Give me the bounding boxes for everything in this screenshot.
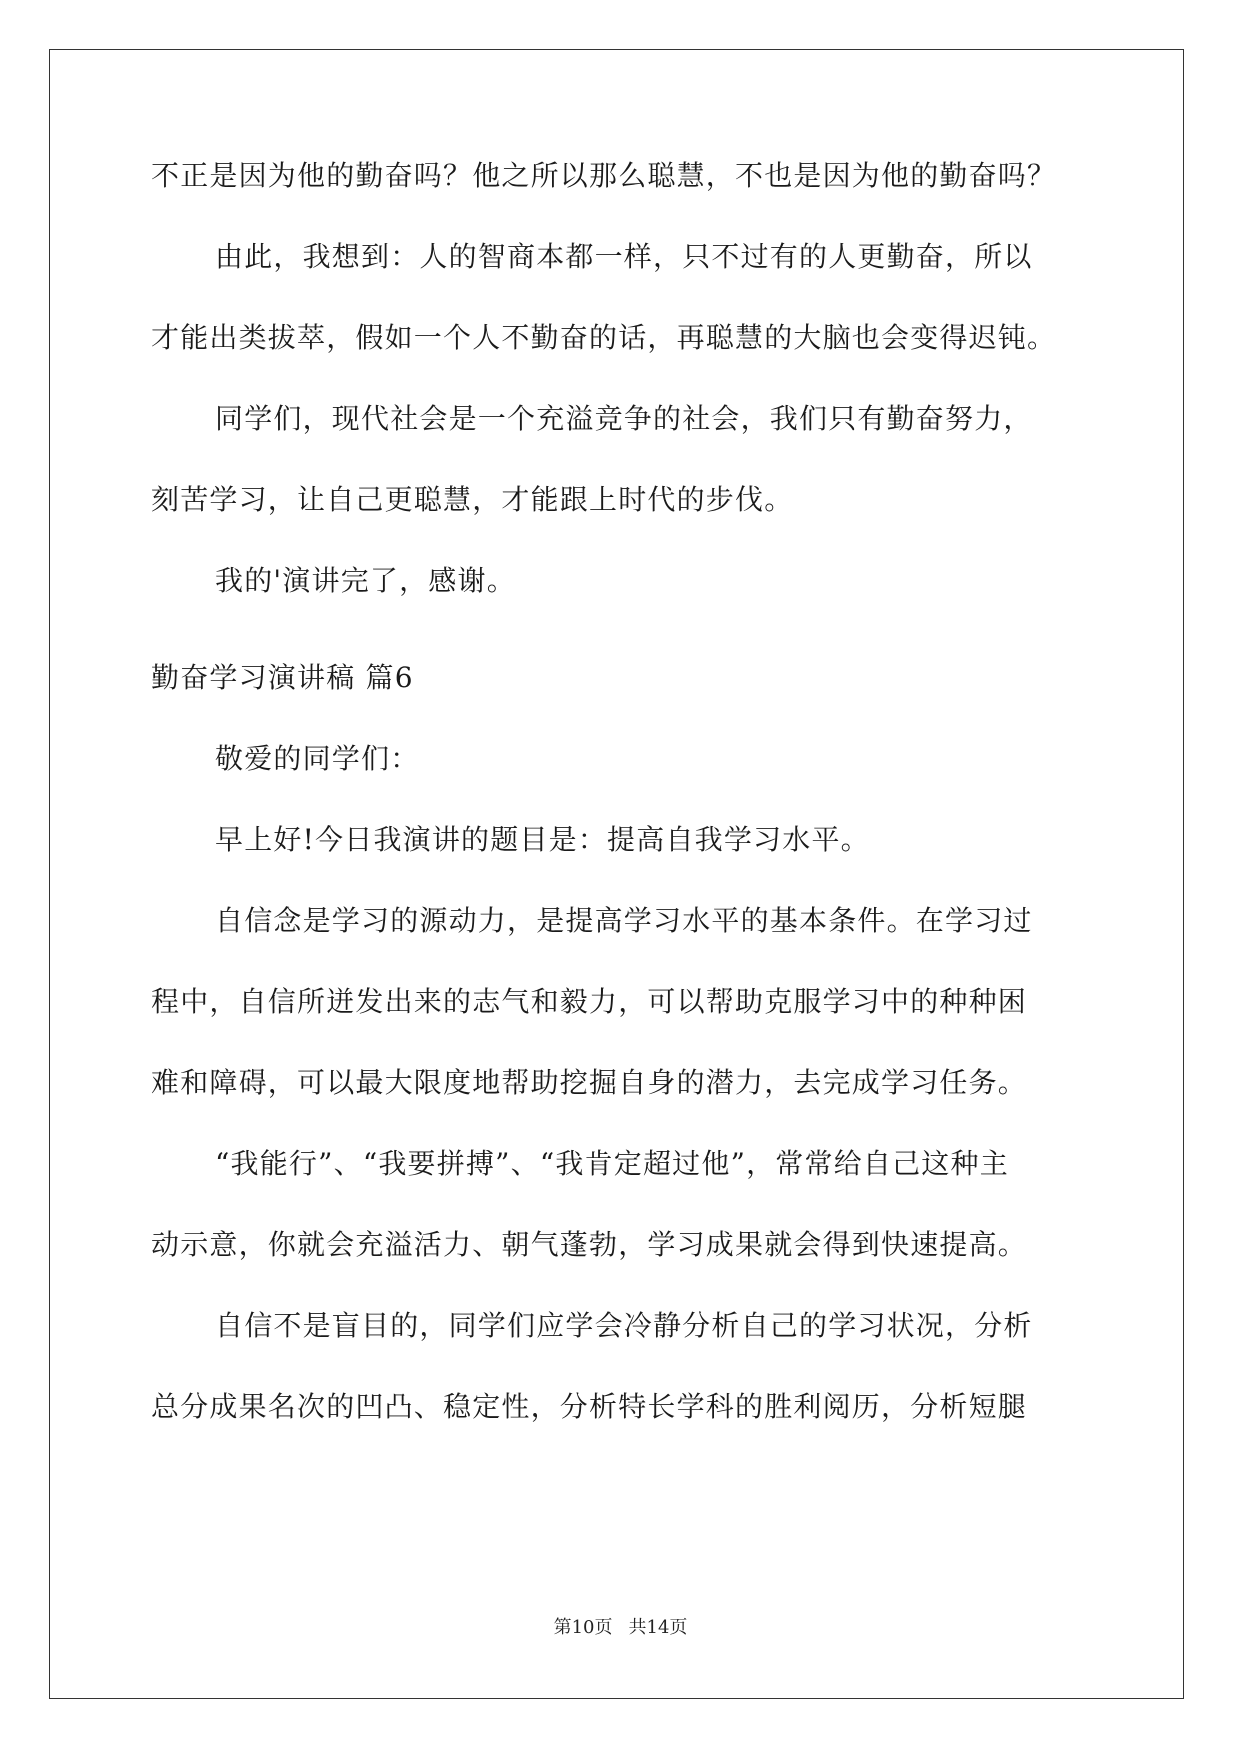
salutation-line: 敬爱的同学们：: [215, 742, 420, 775]
page-number: 第10页: [553, 1617, 613, 1638]
paragraph-line: 自信不是盲目的，同学们应学会冷静分析自己的学习状况，分析: [215, 1309, 1033, 1342]
section-heading: 勤奋学习演讲稿 篇6: [151, 661, 414, 694]
page-total: 共14页: [628, 1617, 688, 1638]
paragraph-line: 难和障碍，可以最大限度地帮助挖掘自身的潜力，去完成学习任务。: [151, 1066, 1028, 1099]
paragraph-line: 程中，自信所迸发出来的志气和毅力，可以帮助克服学习中的种种困: [151, 985, 1028, 1018]
paragraph-line: 我的'演讲完了，感谢。: [215, 564, 516, 597]
paragraph-line: 总分成果名次的凹凸、稳定性，分析特长学科的胜利阅历，分析短腿: [151, 1390, 1028, 1423]
paragraph-line: 由此，我想到：人的智商本都一样，只不过有的人更勤奋，所以: [215, 240, 1033, 273]
document-body: [151, 160, 1091, 1472]
paragraph-line: 刻苦学习，让自己更聪慧，才能跟上时代的步伐。: [151, 483, 794, 516]
page-footer: [0, 1617, 1241, 1639]
paragraph-line: 动示意，你就会充溢活力、朝气蓬勃，学习成果就会得到快速提高。: [151, 1228, 1028, 1261]
paragraph-line: 才能出类拔萃，假如一个人不勤奋的话，再聪慧的大脑也会变得迟钝。: [151, 321, 1057, 354]
paragraph-line: 自信念是学习的源动力，是提高学习水平的基本条件。在学习过: [215, 904, 1033, 937]
paragraph-line: 不正是因为他的勤奋吗？他之所以那么聪慧，不也是因为他的勤奋吗？: [151, 159, 1057, 192]
paragraph-line: 早上好!今日我演讲的题目是：提高自我学习水平。: [215, 823, 870, 856]
paragraph-line: 同学们，现代社会是一个充溢竞争的社会，我们只有勤奋努力，: [215, 402, 1033, 435]
paragraph-line: “我能行”、“我要拼搏”、“我肯定超过他”，常常给自己这种主: [215, 1147, 1009, 1180]
